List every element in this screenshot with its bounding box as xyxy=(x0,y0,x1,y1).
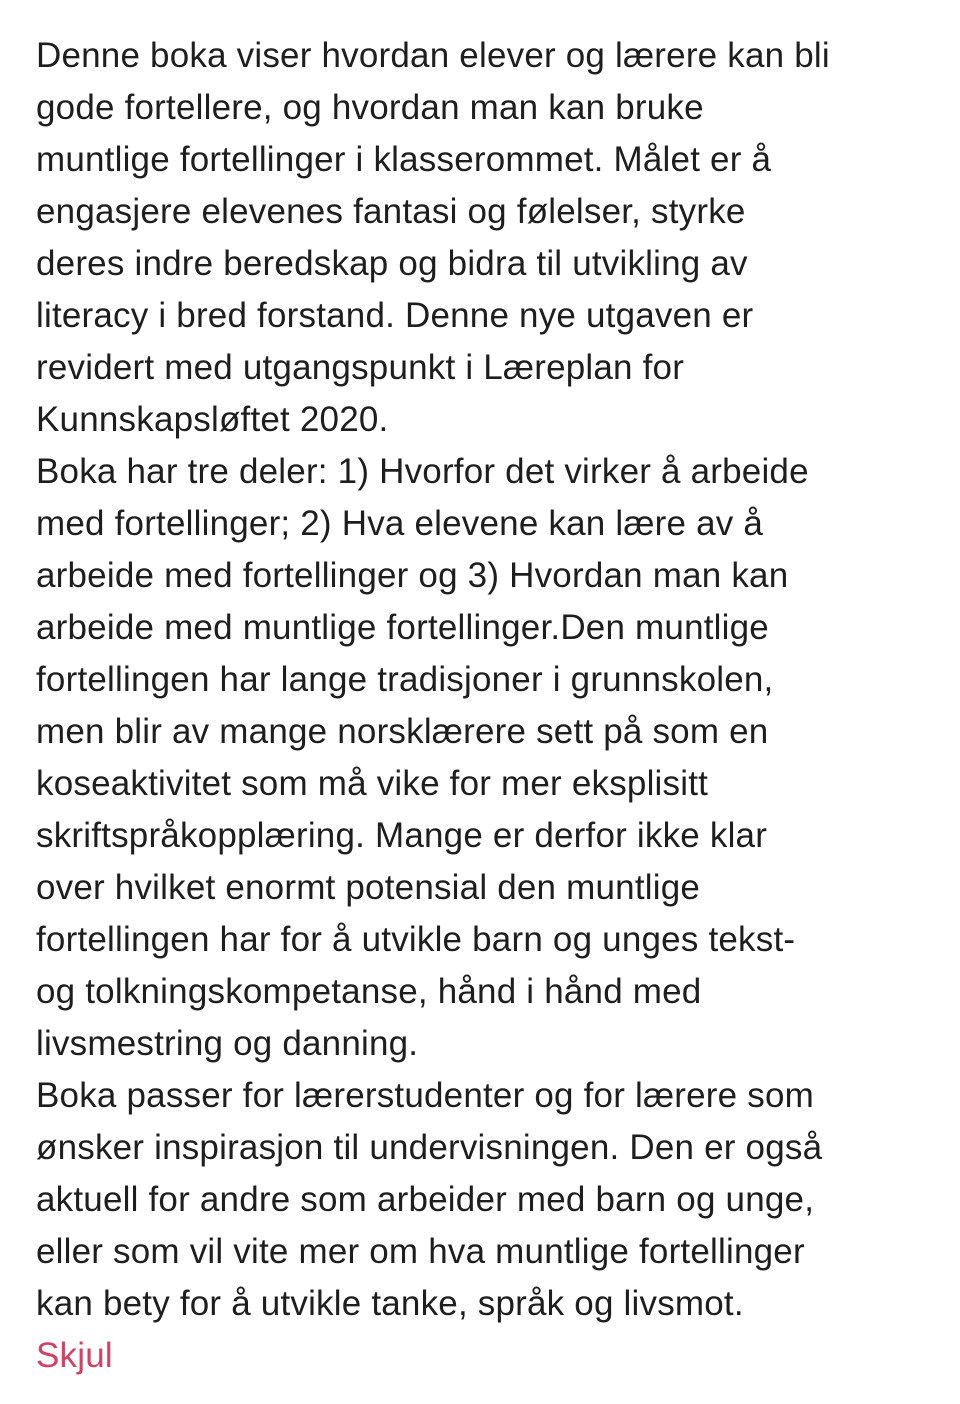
text-line: literacy i bred forstand. Denne nye utgaven er xyxy=(36,296,754,335)
text-line: Boka passer for lærerstudenter og for lærere som xyxy=(36,1076,814,1115)
text-line: og tolkningskompetanse, hånd i hånd med xyxy=(36,972,702,1011)
description-paragraph-2 xyxy=(36,446,960,1070)
text-line: Denne boka viser hvordan elever og lærere kan bli xyxy=(36,36,830,75)
text-line: livsmestring og danning. xyxy=(36,1024,419,1063)
text-line: engasjere elevenes fantasi og følelser, styrke xyxy=(36,192,746,231)
text-line: Kunnskapsløftet 2020. xyxy=(36,400,389,439)
text-line: muntlige fortellinger i klasserommet. Målet er å xyxy=(36,140,772,179)
text-line: eller som vil vite mer om hva muntlige fortellinger xyxy=(36,1232,805,1271)
description-paragraph-3 xyxy=(36,1070,960,1330)
text-line: ønsker inspirasjon til undervisningen. Den er også xyxy=(36,1128,823,1167)
text-line: kan bety for å utvikle tanke, språk og livsmot. xyxy=(36,1284,744,1323)
text-line: skriftspråkopplæring. Mange er derfor ikke klar xyxy=(36,816,768,855)
text-line: fortellingen har lange tradisjoner i grunnskolen, xyxy=(36,660,774,699)
text-line: med fortellinger; 2) Hva elevene kan lære av å xyxy=(36,504,764,543)
text-line: men blir av mange norsklærere sett på som en xyxy=(36,712,769,751)
hide-description-link[interactable]: Skjul xyxy=(36,1336,113,1375)
text-line: deres indre beredskap og bidra til utvikling av xyxy=(36,244,748,283)
text-line: fortellingen har for å utvikle barn og unges tekst- xyxy=(36,920,796,959)
text-line: over hvilket enormt potensial den muntlige xyxy=(36,868,701,907)
text-line: arbeide med fortellinger og 3) Hvordan man kan xyxy=(36,556,789,595)
text-line: Boka har tre deler: 1) Hvorfor det virker å arbeide xyxy=(36,452,809,491)
text-line: revidert med utgangspunkt i Læreplan for xyxy=(36,348,685,387)
description-paragraph-1 xyxy=(36,30,960,446)
text-line: arbeide med muntlige fortellinger.Den muntlige xyxy=(36,608,769,647)
text-line: aktuell for andre som arbeider med barn og unge, xyxy=(36,1180,815,1219)
text-line: koseaktivitet som må vike for mer eksplisitt xyxy=(36,764,709,803)
text-line: gode fortellere, og hvordan man kan bruke xyxy=(36,88,704,127)
